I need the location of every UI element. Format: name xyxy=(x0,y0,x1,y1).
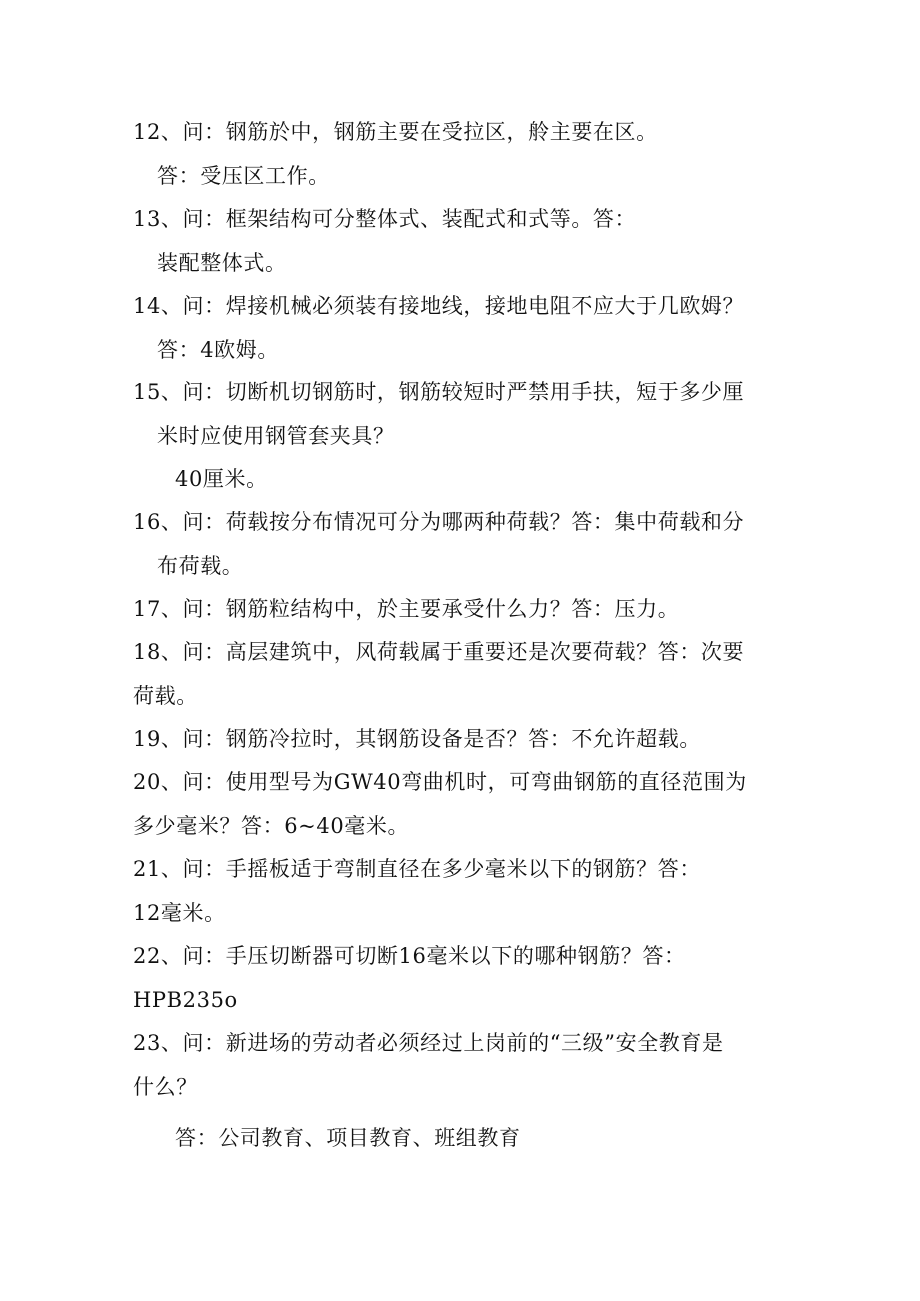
question-16: 16、问：荷载按分布情况可分为哪两种荷载？答：集中荷载和分 xyxy=(133,510,745,534)
answer-22: HPB235o xyxy=(133,988,238,1012)
question-14: 14、问：焊接机械必须装有接地线，接地电阻不应大于几欧姆？ xyxy=(133,294,745,318)
question-21: 21、问：手摇板适于弯制直径在多少毫米以下的钢筋？答： xyxy=(133,857,701,881)
answer-16-continued: 布荷载。 xyxy=(157,554,244,578)
question-20: 20、问：使用型号为GW40弯曲机时，可弯曲钢筋的直径范围为 xyxy=(133,770,747,794)
answer-15: 40厘米。 xyxy=(175,467,268,491)
question-17: 17、问：钢筋粒结构中，於主要承受什么力？答：压力。 xyxy=(133,597,680,621)
question-23: 23、问：新进场的劳动者必须经过上岗前的“三级”安全教育是 xyxy=(133,1031,724,1055)
question-23-continued: 什么？ xyxy=(133,1075,198,1099)
question-13: 13、问：框架结构可分整体式、装配式和式等。答： xyxy=(133,207,637,231)
answer-23: 答：公司教育、项目教育、班组教育 xyxy=(175,1126,521,1150)
answer-13: 装配整体式。 xyxy=(157,251,287,275)
answer-12: 答：受压区工作。 xyxy=(157,164,330,188)
question-15: 15、问：切断机切钢筋时，钢筋较短时严禁用手扶，短于多少厘 xyxy=(133,380,745,404)
answer-18-continued: 荷载。 xyxy=(133,684,198,708)
question-19: 19、问：钢筋冷拉时，其钢筋设备是否？答：不允许超载。 xyxy=(133,727,701,751)
answer-14: 答：4欧姆。 xyxy=(157,338,279,362)
answer-21: 12毫米。 xyxy=(133,901,226,925)
question-15-continued: 米时应使用钢管套夹具？ xyxy=(157,424,395,448)
answer-20: 多少毫米？答：6~40毫米。 xyxy=(133,814,410,838)
question-22: 22、问：手压切断器可切断16毫米以下的哪种钢筋？答： xyxy=(133,944,686,968)
question-18: 18、问：高层建筑中，风荷载属于重要还是次要荷载？答：次要 xyxy=(133,640,745,664)
question-12: 12、问：钢筋於中，钢筋主要在受拉区，舲主要在区。 xyxy=(133,120,658,144)
